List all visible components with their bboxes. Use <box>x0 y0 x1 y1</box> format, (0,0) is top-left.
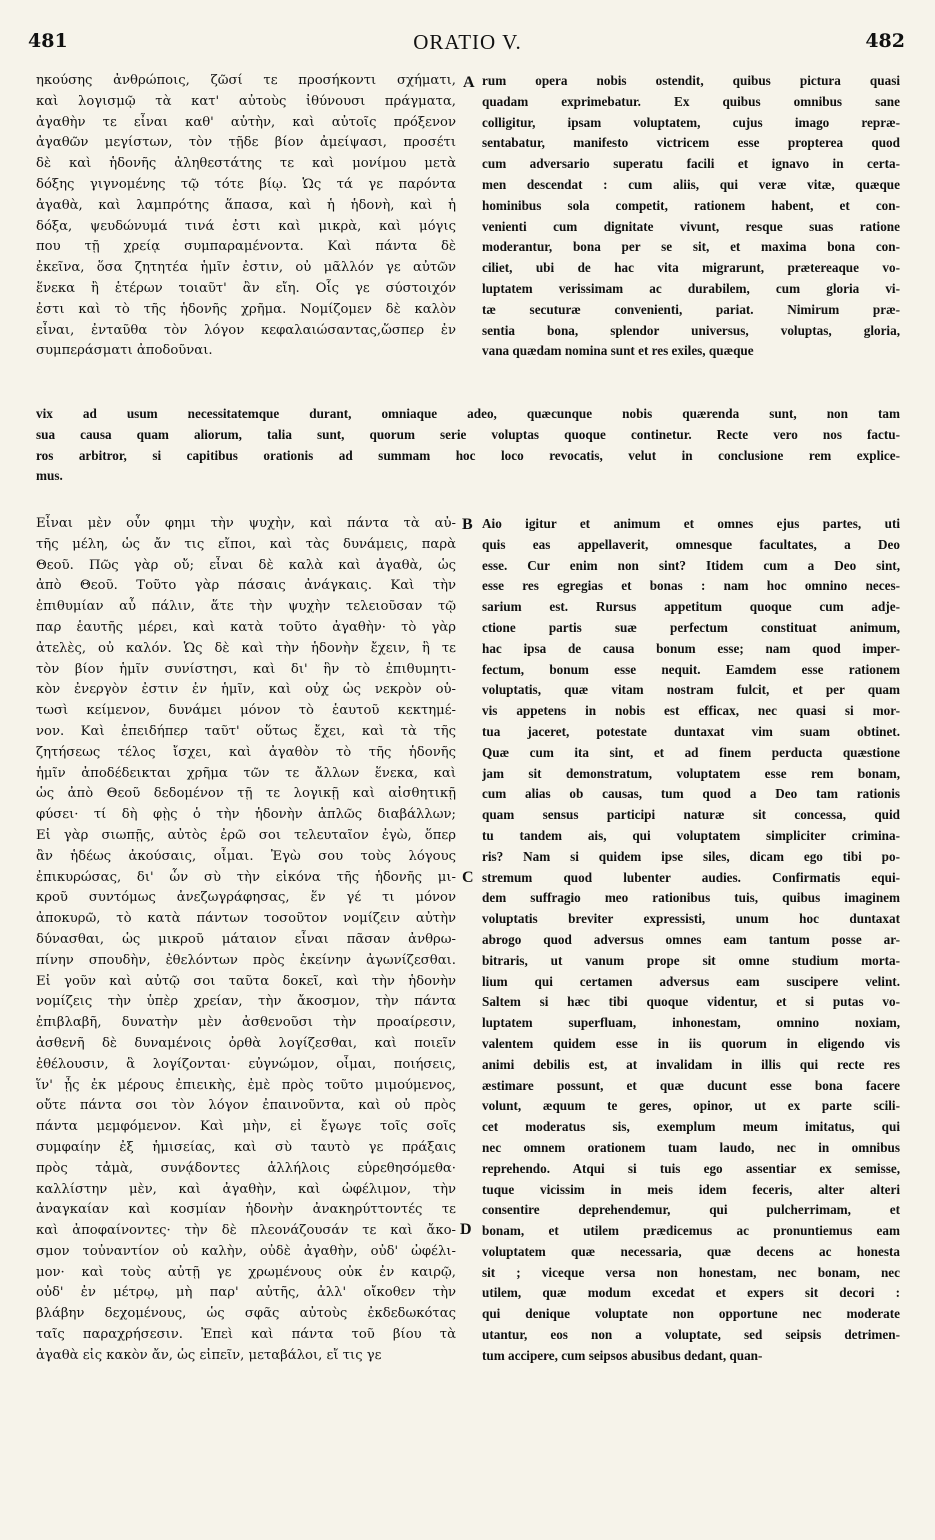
greek-text-line: καὶ λογισμῷ τὰ κατ' αὐτοὺς ἰθύνουσι πράγματα, <box>36 93 456 109</box>
section-marker-b: B <box>462 516 473 533</box>
latin-text-line: ris? Nam si quidem ipse siles, dicam ego tibi po- <box>482 848 900 864</box>
latin-text-line: tum accipere, cum seipsos abusibus dedant, quan- <box>482 1347 763 1363</box>
greek-text-line: ἡμῖν ἀποδέδεικται χρῆμα τῶν τε ἄλλων ἕνεκα, καὶ <box>36 765 456 781</box>
greek-text-line: οὐδ' ἐν μέτρῳ, μὴ παρ' αὐτῆς, ἀλλ' οἴκοθεν τὴν <box>36 1285 456 1301</box>
greek-text-line: ἀτελὲς, οὐ καλόν. Ὡς δὲ καὶ τὴν ἡδονὴν ἔχειν, ἣ τε <box>36 640 456 656</box>
latin-text-line: sentabatur, manifesto victricem esse propterea quod <box>482 135 900 151</box>
latin-text-line: animi debilis est, at invalidam in illis qui recte res <box>482 1056 900 1072</box>
latin-text-line: ciliet, ubi de hac vita migrarunt, prætereaque vo- <box>482 260 900 276</box>
greek-text-line: ἀναγκαίαν καὶ κοσμίαν ἡδονὴν ἀνακηρύττοντές τε <box>36 1202 456 1218</box>
greek-text-line: που τῇ χρείᾳ συμπαραμένοντα. Καὶ πάντα δὲ <box>36 239 456 255</box>
greek-text-line: ηκούσης ἀνθρώποις, ζῶσί τε προσήκοντι σχήματι, <box>36 73 456 88</box>
greek-column-bottom <box>36 514 456 1367</box>
latin-text-line: rum opera nobis ostendit, quibus pictura quasi <box>482 73 900 88</box>
greek-text-line: οὔτε πάντα σοι τὸν λόγον ἐπαινοῦντα, καὶ οὐ πρὸς <box>36 1098 456 1114</box>
greek-text-line: κροῦ συντόμως ἀνεζωγράφησας, ἕν γέ τι μόνον <box>36 890 456 906</box>
greek-text-line: ἀγαθῶν μεγίστων, τὸν τῇδε βίον ἀμείψασι, προσέτι <box>36 135 456 151</box>
latin-text-line: sarium est. Rursus appetitum quoque cum adje- <box>482 599 900 615</box>
latin-text-line: hac ipsa de causa bonum esse; nam quod imper- <box>482 640 900 656</box>
latin-text-line: abrogo quod adversus omnes eam tantum posse ar- <box>482 931 900 947</box>
greek-text-line: νον. Καὶ ἐπειδήπερ ταῦτ' οὕτως ἔχει, καὶ τὰ τῆς <box>36 723 456 739</box>
greek-text-line: εἶναι, ἐνταῦθα τὸν λόγον κεφαλαιώσαντας,ὥσπερ ἐν <box>36 322 456 338</box>
latin-text-line: dem suffragio meo rationibus tuis, quibus imaginem <box>482 890 900 906</box>
latin-text-line: moderantur, bona per se sit, et maxima bona con- <box>482 239 900 255</box>
latin-text-line: hominibus sola competit, rationem habent, et con- <box>482 197 900 213</box>
latin-text-line: vana quædam nomina sunt et res exiles, quæque <box>482 343 754 359</box>
greek-text-line: πρὸς τἀμὰ, συνᾴδοντες ἀλλήλοις εὑρεθησόμεθα· <box>36 1160 456 1176</box>
latin-text-line: voluptatem quæ necessaria, quæ decens ac honesta <box>482 1243 900 1259</box>
greek-text-line: ἐπιθυμίαν αὖ πάλιν, ἅτε τὴν ψυχὴν τελειοῦσαν τῷ <box>36 599 456 615</box>
greek-text-line: φύσει· τί δὴ φῂς ὁ τὴν ἡδονὴν ἁπλῶς διαβάλλων; <box>36 807 456 823</box>
greek-text-line: ἐπικυρώσας, δι' ὧν σὺ τὴν εἰκόνα τῆς ἡδονῆς μι- <box>36 869 456 885</box>
latin-text-line: bitraris, ut vanum prope sit omne studium morta- <box>482 952 900 968</box>
latin-text-line: sentia bona, splendor universus, voluptas, gloria, <box>482 322 900 338</box>
latin-text-line: cum alias ob causas, tum quod a Deo tam rationis <box>482 786 900 802</box>
greek-text-line: παρ ἑαυτῆς μέρει, καὶ κατὰ τοῦτο ἀγαθὴν· τὸ γὰρ <box>36 619 456 635</box>
latin-text-line: bonam, et utilem prædicemus ac pronuntiemus eam <box>482 1223 900 1239</box>
greek-text-line: καλλίστην μὲν, καὶ ἀγαθὴν, καὶ ὠφέλιμον, τὴν <box>36 1181 456 1197</box>
latin-text-line: nec omnem orationem tuam laudo, nec in omnibus <box>482 1139 900 1155</box>
latin-text-line: sua causa quam aliorum, talia sunt, quorum serie voluptas quoque continetur. Recte vero nos factu- <box>36 426 900 442</box>
latin-text-line: quadam exprimebatur. Ex quibus omnibus sane <box>482 93 900 109</box>
running-title: ORATIO V. <box>413 30 522 54</box>
latin-text-line: mus. <box>36 468 63 484</box>
latin-text-line: quam sensus participi naturæ sit concessa, quid <box>482 807 900 823</box>
greek-text-line: ὡς ἀπὸ Θεοῦ δεδομένον τῇ τε λογικῇ καὶ αἰσθητικῇ <box>36 786 456 802</box>
latin-text-line: colligitur, ipsam voluptatem, cujus imago repræ- <box>482 114 900 130</box>
greek-text-line: κὸν ἐνεργὸν ἐστιν ἐν ἡμῖν, καὶ οὐχ ὡς νεκρὸν οὑ- <box>36 682 456 698</box>
latin-text-line: esse. Cur enim non sint? Itidem cum a Deo sint, <box>482 557 900 573</box>
greek-text-line: ἀγαθὴν τε εἶναι καθ' αὐτὴν, καὶ αὐτοῖς πρόξενον <box>36 114 456 130</box>
greek-text-line: δὲ καὶ ἡδονῆς ἀληθεστάτης τε καὶ μονίμου μετὰ <box>36 156 456 172</box>
latin-text-line: utilem, quæ modum excedat et expers sit decori : <box>482 1285 900 1301</box>
greek-text-line: δόξα, ψευδώνυμά τινά ἐστι καὶ μικρὰ, καὶ μόγις <box>36 218 456 234</box>
greek-text-line: πάντα μεμφόμενον. Καὶ μὴν, εἰ ἔγωγε τοῖς σοῖς <box>36 1119 456 1135</box>
greek-text-line: ἀσθενῆ δὲ δυναμένοις ὀρθὰ λογίζεσθαι, καὶ ποιεῖν <box>36 1035 456 1051</box>
latin-column-bottom <box>482 514 900 1367</box>
greek-text-line: ἀποκυρῶ, τὸ κατὰ πάντων τοσοῦτον νομίζειν αὐτὴν <box>36 911 456 927</box>
greek-text-line: πίνην σπουδὴν, ἐθελόντων πρὸς ἐκείνην ἀγωνίζεσθαι. <box>36 952 456 968</box>
latin-text-line: cet moderatus sis, exemplum meum imitatus, qui <box>482 1119 900 1135</box>
latin-text-line: luptatem superfluam, inhonestam, omnino noxiam, <box>482 1015 900 1031</box>
latin-text-line: ros arbitror, si capitibus orationis ad summam hoc loco revocatis, velut in conclusione rem explice- <box>36 447 900 463</box>
greek-text-line: ἐστι καὶ τὸ τῆς ἡδονῆς χρῆμα. Νομίζομεν δὲ καλὸν <box>36 301 456 317</box>
greek-text-line: ἀγαθὰ, καὶ λαμπρότης ἅπασα, καὶ ἡ ἡδονὴ, καὶ ἡ <box>36 197 456 213</box>
latin-text-line: vix ad usum necessitatemque durant, omniaque adeo, quæcunque nobis quærenda sunt, non tam <box>36 406 900 421</box>
latin-text-line: cum adversario superatu facili et ignavo in certa- <box>482 156 900 172</box>
greek-text-line: ἐκεῖνα, ὅσα ζητητέα ἡμῖν ἐστιν, οὐ μᾶλλόν γε αὐτῶν <box>36 260 456 276</box>
greek-text-line: ταῖς παραχρήσεσιν. Ἐπεὶ καὶ πάντα τοῦ βίου τὰ <box>36 1327 456 1343</box>
greek-text-line: ἕνεκα ἢ ἑτέρων τοιαῦτ' ἂν εἴη. Οἷς γε σύστοιχόν <box>36 280 456 296</box>
greek-text-line: ἂν ἡδέως ἀκούσαις, οἶμαι. Ἐγὼ σου τοὺς λόγους <box>36 848 456 864</box>
latin-text-line: men descendat : cum aliis, qui veræ vitæ, quæque <box>482 176 900 192</box>
latin-text-line: Aio igitur et animum et omnes ejus partes, uti <box>482 516 900 531</box>
latin-text-line: fectum, bonum esse nequit. Eamdem esse rationem <box>482 661 900 677</box>
greek-text-line: Εἰ γοῦν καὶ αὐτῷ σοι ταῦτα δοκεῖ, καὶ τὴν ἡδονὴν <box>36 973 456 989</box>
greek-text-line: μον· καὶ τοὺς αὐτῇ γε χρωμένους οὐκ ἐν καιρῷ, <box>36 1264 456 1280</box>
latin-text-line: jam sit demonstratum, voluptatem esse rem bonam, <box>482 765 900 781</box>
greek-text-line: Θεοῦ. Πῶς γὰρ οὔ; εἶναι δὲ καλὰ καὶ ἀγαθὰ, ὡς <box>36 557 456 573</box>
greek-text-line: ἐθέλουσιν, ἃ λογίζονται· εὐγνώμον, οἶμαι, ποιήσεις, <box>36 1056 456 1072</box>
latin-text-line: tu tandem ais, qui voluptatem simpliciter crimina- <box>482 827 900 843</box>
greek-text-line: βλάβην δεχομένους, ὡς σφᾶς αὐτοὺς ἐκδεδωκότας <box>36 1306 456 1322</box>
latin-text-line: esse res egregias et bonas : nam hoc omnino neces- <box>482 578 900 594</box>
greek-text-line: καὶ ἀποφαίνοντες· τὴν δὲ πλεονάζουσάν τε καὶ ἄκο- <box>36 1223 456 1239</box>
greek-text-line: σμον τοὐναντίον οὐ καλὴν, οὐδὲ ἀγαθὴν, οὐδ' ὠφέλι- <box>36 1243 456 1259</box>
greek-text-line: Εἰ γὰρ σιωπῇς, αὐτὸς ἐρῶ σοι τελευταῖον ἐγὼ, ὅπερ <box>36 827 456 843</box>
greek-text-line: τωσὶ κείμενον, δυνάμει μόνον τὸ ἑαυτοῦ κεκτημέ- <box>36 703 456 719</box>
latin-spanning-paragraph <box>36 404 900 487</box>
latin-text-line: tua jaceret, potestate duntaxat vim suam obtinet. <box>482 723 900 739</box>
page-number-right: 482 <box>865 30 905 52</box>
latin-text-line: voluptatis breviter expressisti, unum hoc duntaxat <box>482 911 900 927</box>
latin-text-line: venienti cum dignitate vivunt, resque suas ratione <box>482 218 900 234</box>
page-number-left: 481 <box>28 30 68 52</box>
section-marker-d: D <box>460 1221 472 1238</box>
latin-text-line: consentire deprehendemur, qui pulcherrimam, et <box>482 1202 900 1218</box>
latin-text-line: vis appetens in nobis est efficax, nec quasi si mor- <box>482 703 900 719</box>
greek-text-line: ἀγαθὰ εἰς κακὸν ἄν, ὡς εἰπεῖν, μεταβάλοι, εἴ τις γε <box>36 1347 382 1363</box>
section-marker-a: A <box>463 74 475 91</box>
latin-text-line: voluptatis, quæ vitam nostram fulcit, et per quam <box>482 682 900 698</box>
latin-text-line: ctione partis suæ perfectum constituat animum, <box>482 619 900 635</box>
greek-column-top <box>36 71 456 362</box>
greek-text-line: τὸν βίον ἡμῖν συνίστησι, καὶ δι' ἣν τὸ ἐπιθυμητι- <box>36 661 456 677</box>
greek-text-line: ἐπιβλαβῆ, δυνατὴν μὲν ἀσθενοῦσι τὴν προαίρεσιν, <box>36 1015 456 1031</box>
latin-text-line: utantur, eos non a voluptate, sed seipsis detrimen- <box>482 1327 900 1343</box>
latin-text-line: tuque vicissim in meis idem feceris, alter alteri <box>482 1181 900 1197</box>
latin-text-line: luptatem verissimam ac durabilem, cum gloria vi- <box>482 280 900 296</box>
latin-column-top <box>482 71 900 362</box>
latin-text-line: reprehendo. Atqui si tuis ego assentiar ex semisse, <box>482 1160 900 1176</box>
greek-text-line: συμπεράσματι ἀποδοῦναι. <box>36 343 213 359</box>
latin-text-line: Quæ cum ita sint, et ad finem perducta quæstione <box>482 744 900 760</box>
greek-text-line: δόξης γιγνομένης τῷ τότε βίῳ. Ὡς τά γε παρόντα <box>36 176 456 192</box>
latin-text-line: stremum quod lubenter audies. Confirmatis equi- <box>482 869 900 885</box>
latin-text-line: valentem quidem esse in iis quorum in eligendo vis <box>482 1035 900 1051</box>
latin-text-line: volunt, æquum te geres, opinor, ut ex parte scili- <box>482 1098 900 1114</box>
latin-text-line: qui denique voluptate non opportune nec moderate <box>482 1306 900 1322</box>
latin-text-line: sit ; viceque versa non honestam, nec bonam, nec <box>482 1264 900 1280</box>
latin-text-line: æstimare possunt, et quæ ducunt esse bona facere <box>482 1077 900 1093</box>
section-marker-c: C <box>462 869 474 886</box>
greek-text-line: δύνασθαι, ὡς μικροῦ μάταιον εἶναι πᾶσαν ἀνθρω- <box>36 931 456 947</box>
greek-text-line: νομίζεις τὴν ὑπὲρ χρείαν, τὴν ἄκοσμον, τὴν πάντα <box>36 994 456 1010</box>
latin-text-line: lium qui certamen adversus eam suscipere velint. <box>482 973 900 989</box>
latin-text-line: Saltem si hæc tibi quoque videntur, et si putas vo- <box>482 994 900 1010</box>
page-header <box>0 0 935 60</box>
latin-text-line: tæ secuturæ convenienti, pariat. Nimirum præ- <box>482 301 900 317</box>
greek-text-line: ἀπὸ Θεοῦ. Τοῦτο γὰρ πάσαις ἀνάγκαις. Καὶ τὴν <box>36 578 456 594</box>
greek-text-line: τῆς μέλη, ὡς ἄν τις εἴποι, καὶ τὰς δυνάμεις, παρὰ <box>36 536 456 552</box>
greek-text-line: ζητήσεως τέλος ἴσχει, καὶ ἀγαθὸν τὸ τῆς ἡδονῆς <box>36 744 456 760</box>
greek-text-line: ἵν' ᾖς ἐκ μέρους ἐπιεικὴς, ἐμὲ πρὸς τοῦτο μιμούμενος, <box>36 1077 456 1093</box>
greek-text-line: Εἶναι μὲν οὖν φημι τὴν ψυχὴν, καὶ πάντα τὰ αὐ- <box>36 516 456 531</box>
latin-text-line: quis eas appellaverit, omnesque facultates, a Deo <box>482 536 900 552</box>
greek-text-line: συμφαίην ἐξ ἡμισείας, καὶ σὺ ταυτὸ γε πράξαις <box>36 1139 456 1155</box>
